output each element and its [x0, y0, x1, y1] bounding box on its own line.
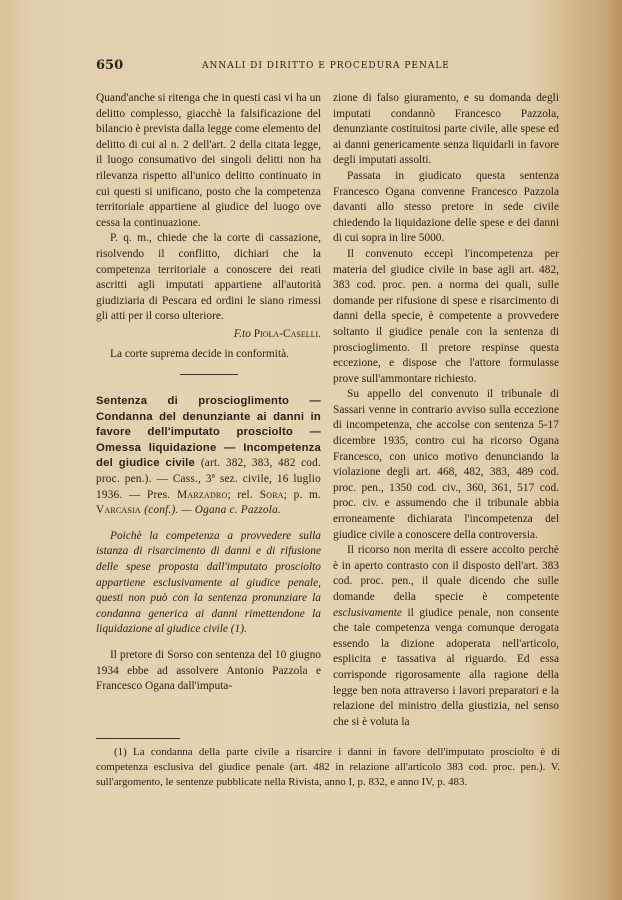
- paragraph: P. q. m., chiede che la corte di cassazione, risolvendo il conflitto, dichiari che la competenza territoriale a conoscere dei reati ascritti agli imputati appartiene all'autorità giudiziaria di Pescara ed ordini le siano rimessi gli atti per il corso ulteriore.: [96, 232, 321, 323]
- paragraph: Il pretore di Sorso con sentenza del 10 giugno 1934 ebbe ad assolvere Antonio Pazzola e Francesco Ogana dall'imputa-: [96, 649, 321, 693]
- paragraph: Il convenuto eccepì l'incompetenza per materia del giudice civile in base agli art. 482, 383 cod. proc. pen. a norma dei quali, sulle domande per rifusione di spese e risarcimento di danni della specie, è competente a provvedere soltanto il giudice penale con la sentenza di proscioglimento. Il pretore respinse questa eccezione, e dispose che l'attore formulasse prove sull'ammontare richiesto.: [333, 247, 559, 385]
- headline-president: Marzadro: [177, 488, 228, 501]
- paragraph: Quand'anche si ritenga che in questi casi vi ha un delitto complesso, giacchè la falsificazione del bilancio è prevista dalla legge come elemento del delitto di cui al n. 2 dell'art. 2 della citata legge, il luogo consumativo dei singoli delitti non ha rilevanza rispetto all'unico delitto continuato in cui questi si unificano, posto che la competenza territoriale appartiene al giudice del luogo ove cessa la continuazione.: [96, 92, 321, 229]
- headline-title: Sentenza di proscioglimento — Condanna del denunziante ai danni in favore dell'imputato prosciolto — Omessa liquidazione — Incompetenza del giudice civile: [96, 395, 321, 470]
- running-title: ANNALI DI DIRITTO E PROCEDURA PENALE: [202, 61, 450, 71]
- headline-prosecutor: Varcasia: [96, 504, 141, 517]
- headline-reporter: Sora: [259, 488, 284, 501]
- case-headline: [96, 394, 321, 519]
- paragraph-text: il giudice penale, non consente che tale competenza venga comunque derogata essendo la dizione adoperata nell'articolo, esplicita e tassativa al riguardo. Ed essa corrisponde rigorosamente alla ragione della legge ben nota attraverso i lavori preparatori e la relazione del ministro della giustizia, nel senso che si è voluta la: [333, 606, 559, 728]
- headline-parties: (conf.). — Ogana c. Pazzola.: [144, 504, 281, 517]
- paragraph: Su appello del convenuto il tribunale di Sassari venne in contrario avviso sulla eccezione di incompetenza, che accolse con sentenza 5-17 dicembre 1935, contro cui ha ricorso Ogana Francesco, con unico motivo denunciando la violazione degli art. 468, 482, 383, 489 cod. proc. pen., 1350 cod. civ., 360, 361, 517 cod. proc. civ. e assumendo che il tribunale abbia erroneamente dichiarata l'incompetenza del giudice civile a conoscere della controversia.: [333, 388, 559, 541]
- signature-prefix: F.to: [233, 327, 251, 340]
- signature: [96, 327, 321, 343]
- signature-name: Piola-Caselli.: [253, 327, 321, 340]
- footnote-rule: [96, 738, 180, 739]
- page-number: 650: [96, 58, 124, 73]
- emphasis: esclusivamente: [333, 606, 402, 619]
- paragraph: Passata in giudicato questa sentenza Francesco Ogana convenne Francesco Pazzola davanti allo stesso pretore in sede civile chiedendo la liquidazione delle spese e dei danni di cui sopra in lire 5000.: [333, 169, 559, 245]
- paragraph: [333, 543, 559, 730]
- paragraph: La corte suprema decide in conformità.: [110, 347, 290, 360]
- headline-reference: (art. 382, 383, 482 cod. proc. pen.). — Cass., 3ª sez. civile, 16 luglio 1936. — Pres.: [96, 457, 322, 501]
- headline-pm-label: ; p. m.: [283, 488, 322, 501]
- headline-rel-label: ; rel.: [227, 488, 253, 501]
- paragraph: zione di falso giuramento, e su domanda degli imputati condannò Francesco Pazzola, denunziante costituitosi parte civile, alle spese ed ai danni genericamente senza liquidarli in favore degli imputati assolti.: [333, 92, 559, 167]
- page-header: [96, 60, 536, 76]
- paragraph-text: Il ricorso non merita di essere accolto perchè è in aperto contrasto con il disposto dell'art. 383 cod. proc. pen., il quale dicendo che sulle domande della specie è competente: [333, 544, 559, 603]
- right-column: [333, 91, 559, 730]
- legal-maxim: Poichè la competenza a provvedere sulla istanza di risarcimento di danni e di rifusione delle spese proposta dall'imputato prosciolto appartiene esclusivamente al giudice penale, questi non può con la sentenza pronunziare la condanna generica ai danni rimettendone la liquidazione al giudice civile (1).: [96, 529, 321, 636]
- section-divider: [180, 374, 238, 375]
- footnote: (1) La condanna della parte civile a risarcire i danni in favore dell'imputato prosciolto è di competenza esclusiva del giudice penale (art. 482 in relazione all'articolo 383 cod. proc. pen.). V. sull'argomento, le sentenze pubblicate nella Rivista, anno I, p. 832, e anno IV, p. 483.: [96, 746, 560, 788]
- left-column: [96, 91, 321, 695]
